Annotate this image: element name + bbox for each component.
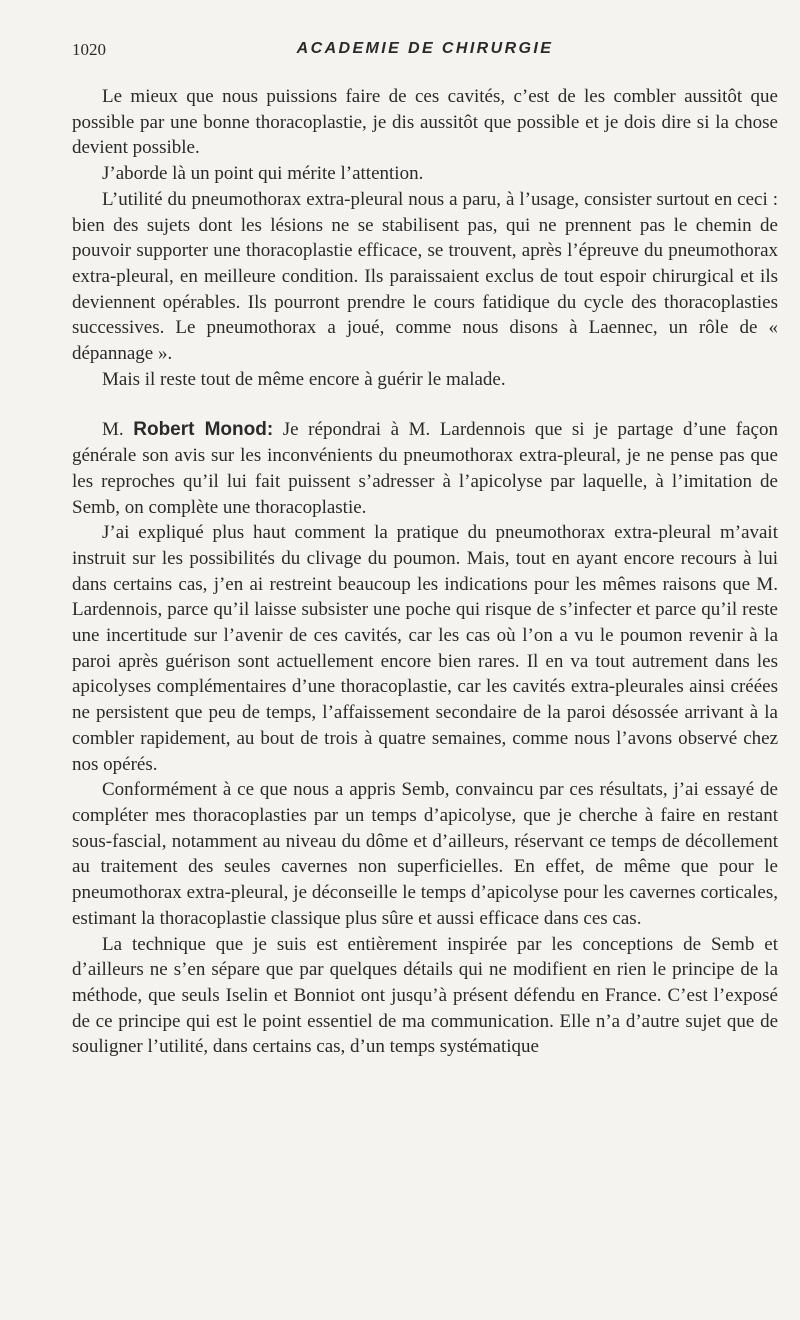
paragraph: Conformément à ce que nous a appris Semb, convaincu par ces résultats, j’ai essayé de compléter mes thoracoplasties par un temps d’apicolyse, que je cherche à faire en restant sous-fascial, notamment au niveau du dôme et d’ailleurs, réservant ce temps de décollement au traitement des seules cavernes non superficielles. En effet, de même que pour le pneumothorax extra-pleural, je déconseille le temps d’apicolyse pour les cavernes corticales, estimant la thoracoplastie classique plus sûre et aussi efficace dans ces cas. [72, 779, 778, 929]
page-header [72, 40, 778, 66]
paragraph: L’utilité du pneumothorax extra-pleural nous a paru, à l’usage, consister surtout en ceci : bien des sujets dont les lésions ne se stabilisent pas, qui ne prennent pas le chemin de pouvoir supporter une thoracoplastie efficace, se trouvent, après l’épreuve du pneumothorax extra-pleural, en meilleure condition. Ils paraissaient exclus de tout espoir chirurgical et ils deviennent opérables. Ils pourront prendre le cours fatidique du cycle des thoracoplasties successives. Le pneumothorax a joué, comme nous disons à Laennec, un rôle de « dépannage ». [72, 188, 778, 365]
body-text [72, 84, 778, 1060]
speaker-separator: : [266, 419, 274, 441]
running-head: ACADEMIE DE CHIRURGIE [296, 40, 554, 57]
speaker-title: M. [102, 419, 124, 441]
speaker-name: Robert Monod [133, 419, 267, 441]
paragraph: La technique que je suis est entièrement inspirée par les conceptions de Semb et d’ailleurs ne s’en sépare que par quelques détails qui ne modifient en rien le principe de la méthode, que seuls Iselin et Bonniot ont jusqu’à présent défendu en France. C’est l’exposé de ce principe qui est le point essentiel de ma communication. Elle n’a d’autre sujet que de souligner l’utilité, dans certains cas, d’un temps systématique [72, 933, 778, 1058]
paragraph: J’aborde là un point qui mérite l’attention. [102, 163, 424, 185]
page-number: 1020 [72, 40, 106, 59]
speech-opening-paragraph [72, 417, 778, 520]
paragraph: J’ai expliqué plus haut comment la pratique du pneumothorax extra-pleural m’avait instruit sur les possibilités du clivage du poumon. Mais, tout en ayant encore recours à lui dans certains cas, j’en ai restreint beaucoup les indications pour les mêmes raisons que M. Lardennois, parce qu’il laisse subsister une poche qui risque de s’infecter et parce qu’il reste une incertitude sur l’avenir de ces cavités, car les cas où l’on a vu le poumon revenir à la paroi après guérison sont actuellement encore bien rares. Il en va tout autrement dans les apicolyses complémentaires d’une thoracoplastie, car les cavités extra-pleurales ainsi créées ne persistent que peu de temps, l’affaissement secondaire de la paroi désossée arrivant à la combler rapidement, au bout de trois à quatre semaines, comme nous l’avons observé chez nos opérés. [72, 522, 778, 775]
paragraph: Mais il reste tout de même encore à guérir le malade. [102, 368, 506, 390]
speech-text: Je répondrai à M. Lardennois que si je partage d’une façon générale son avis sur les inconvénients du pneumothorax extra-pleural, je ne pense pas que les reproches qu’il lui fait puissent s’adresser à l’apicolyse par laquelle, à l’imitation de Semb, on complète une thoracoplastie. [72, 419, 778, 518]
paragraph: Le mieux que nous puissions faire de ces cavités, c’est de les combler aussitôt que possible par une bonne thoracoplastie, je dis aussitôt que possible et je dois dire si la chose devient possible. [72, 86, 778, 159]
